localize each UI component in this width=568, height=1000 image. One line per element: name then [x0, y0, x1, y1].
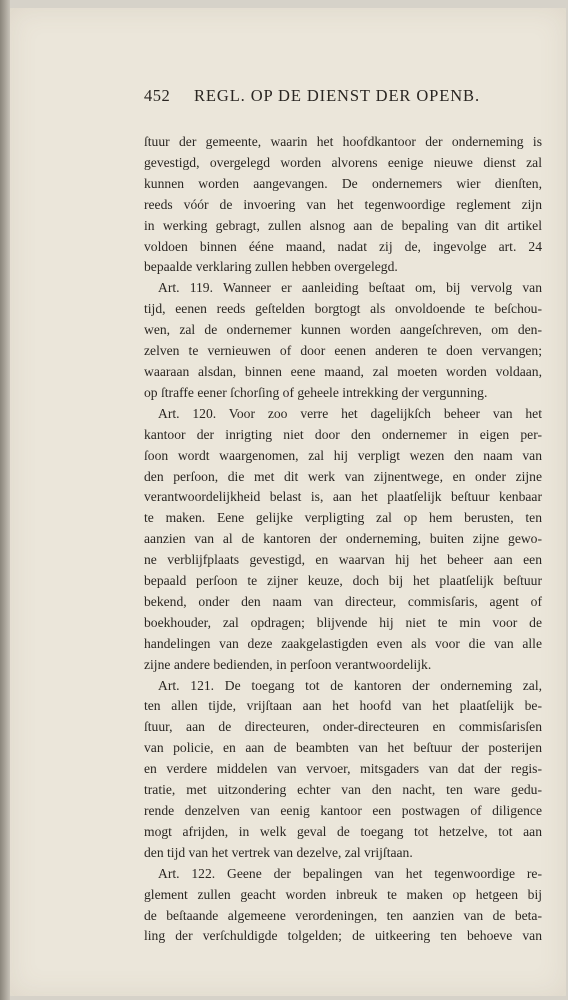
text-line: voldoen binnen ééne maand, nadat zij de, ingevolge art. 24: [144, 238, 542, 254]
text-line: wen, zal de ondernemer kunnen worden aangeſchreven, om den-: [144, 322, 542, 338]
text-line: kunnen worden aangevangen. De ondernemers wier dienſten,: [144, 175, 542, 191]
text-line: Art. 120. Voor zoo verre het dagelijkſch beheer van het: [158, 405, 542, 421]
text-line: in werking gebragt, zullen alsnog aan de bepaling van dit artikel: [144, 217, 542, 233]
text-line: Art. 122. Geene der bepalingen van het tegenwoordige re-: [158, 865, 542, 881]
text-line: aanzien van al de kantoren der onderneming, buiten zijne gewo-: [144, 531, 542, 547]
text-line: ſtuur der gemeente, waarin het hoofdkantoor der onderneming is: [144, 134, 542, 149]
page-text-block: [144, 86, 542, 947]
text-line: waaraan alsdan, binnen eene maand, zal moeten worden voldaan,: [144, 363, 542, 379]
text-line: den tijd van het vertrek van dezelve, zal vrijſtaan.: [144, 844, 413, 860]
text-line: reeds vóór de invoering van het tegenwoordige reglement zijn: [144, 196, 542, 212]
text-line: bepaalde verklaring zullen hebben overgelegd.: [144, 259, 398, 275]
text-line: glement zullen geacht worden inbreuk te maken op hetgeen bij: [144, 886, 542, 902]
running-head: REGL. OP DE DIENST DER OPENB.: [194, 86, 480, 105]
page-number: 452: [144, 86, 171, 105]
text-line: de beſtaande algemeene verordeningen, ten aanzien van de beta-: [144, 907, 542, 923]
text-line: Art. 119. Wanneer er aanleiding beſtaat om, bij vervolg van: [158, 280, 542, 296]
text-line: ſtuur, aan de directeuren, onder-directeuren en commisſarisſen: [144, 719, 542, 735]
text-line: zijne andere bedienden, in perſoon verantwoordelijk.: [144, 656, 432, 672]
body-text: [144, 132, 542, 947]
text-line: bepaald perſoon te zijner keuze, doch bij het plaatſelijk beſtuur: [144, 573, 542, 589]
text-line: tratie, met uitzondering echter van den nacht, ten ware gedu-: [144, 782, 542, 798]
text-line: Art. 121. De toegang tot de kantoren der onderneming zal,: [158, 677, 542, 693]
text-line: en verdere middelen van vervoer, mitsgaders van dat der regis-: [144, 761, 542, 777]
text-line: ling der verſchuldigde tolgelden; de uitkeering ten behoeve van: [144, 928, 542, 944]
text-line: op ſtraffe eener ſchorſing of geheele intrekking der vergunning.: [144, 384, 488, 400]
text-line: handelingen van deze zaakgelastigden even als voor die van alle: [144, 635, 542, 651]
page-gutter: [0, 0, 10, 1000]
text-line: tijd, eenen reeds geſtelden borgtogt als onvoldoende te beſchou-: [144, 301, 542, 317]
text-line: kantoor der inrigting niet door den ondernemer in eigen per-: [144, 426, 542, 442]
text-line: van policie, en aan de beambten van het beſtuur der posterijen: [144, 740, 542, 756]
page-header: [144, 86, 542, 112]
text-line: bekend, onder den naam van directeur, commisſaris, agent of: [144, 593, 542, 609]
text-line: ten allen tijde, vrijſtaan aan het hoofd van het plaatſelijk be-: [144, 698, 542, 714]
text-line: rende denzelven van eenig kantoor een postwagen of diligence: [144, 803, 542, 818]
text-line: verantwoordelijkheid belast is, aan het plaatſelijk beſtuur kenbaar: [144, 489, 542, 505]
text-line: gevestigd, overgelegd worden alvorens eenige nieuwe dienst zal: [144, 154, 542, 170]
text-line: ne verblijfplaats gevestigd, en waarvan hij het beheer aan een: [144, 552, 542, 568]
text-line: zelven te vernieuwen of door eenen anderen te doen vervangen;: [144, 343, 542, 359]
text-line: mogt afrijden, in welk geval de toegang tot hetzelve, tot aan: [144, 823, 542, 839]
text-line: ſoon wordt waargenomen, zal hij verpligt wezen den naam van: [144, 447, 542, 463]
text-line: boekhouder, zal opdragen; blijvende hij niet te min voor de: [144, 614, 542, 630]
text-line: den perſoon, die met dit werk van zijnentwege, en onder zijne: [144, 468, 542, 484]
text-line: te maken. Eene gelijke verpligting zal op hem berusten, ten: [144, 510, 542, 526]
